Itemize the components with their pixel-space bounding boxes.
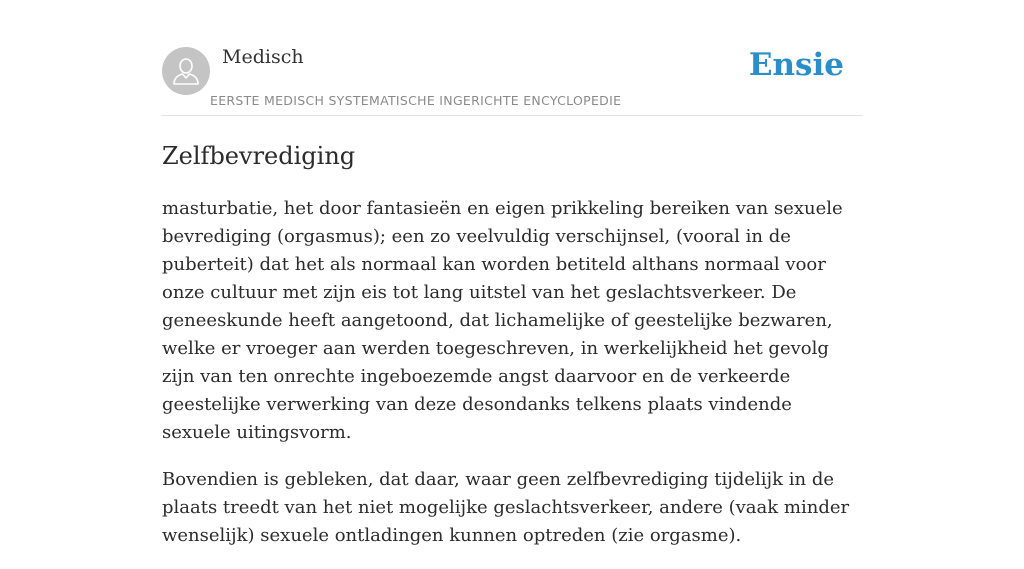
- article-paragraph: masturbatie, het door fantasieën en eigen prikkeling bereiken van sexuele bevrediging (orgasmus); een zo veelvuldig verschijnsel, (vooral in de puberteit) dat het als normaal kan worden betiteld althans normaal voor onze cultuur met zijn eis tot lang uitstel van het geslachtsverkeer. De geneeskunde heeft aangetoond, dat lichamelijke of geestelijke bezwaren, welke er vroeger aan werden toegeschreven, in werkelijkheid het gevolg zijn van ten onrechte ingeboezemde angst daarvoor en de verkeerde geestelijke verwerking van deze desondanks telkens plaats vindende sexuele uitingsvorm.: [162, 198, 843, 443]
- source-subtitle: EERSTE MEDISCH SYSTEMATISCHE INGERICHTE ENCYCLOPEDIE: [210, 93, 622, 108]
- article-body: [162, 195, 862, 550]
- article-title: Zelfbevrediging: [162, 142, 356, 170]
- brand-logo[interactable]: Ensie: [748, 47, 844, 83]
- source-header: [162, 0, 862, 116]
- article-paragraph: Bovendien is gebleken, dat daar, waar geen zelfbevrediging tijdelijk in de plaats treedt van het niet mogelijke geslachtsverkeer, andere (vaak minder wenselijk) sexuele ontladingen kunnen optreden (zie orgasme).: [162, 469, 850, 546]
- page-container: [162, 0, 862, 569]
- user-silhouette-icon[interactable]: [162, 47, 210, 95]
- source-name[interactable]: Medisch: [222, 46, 304, 68]
